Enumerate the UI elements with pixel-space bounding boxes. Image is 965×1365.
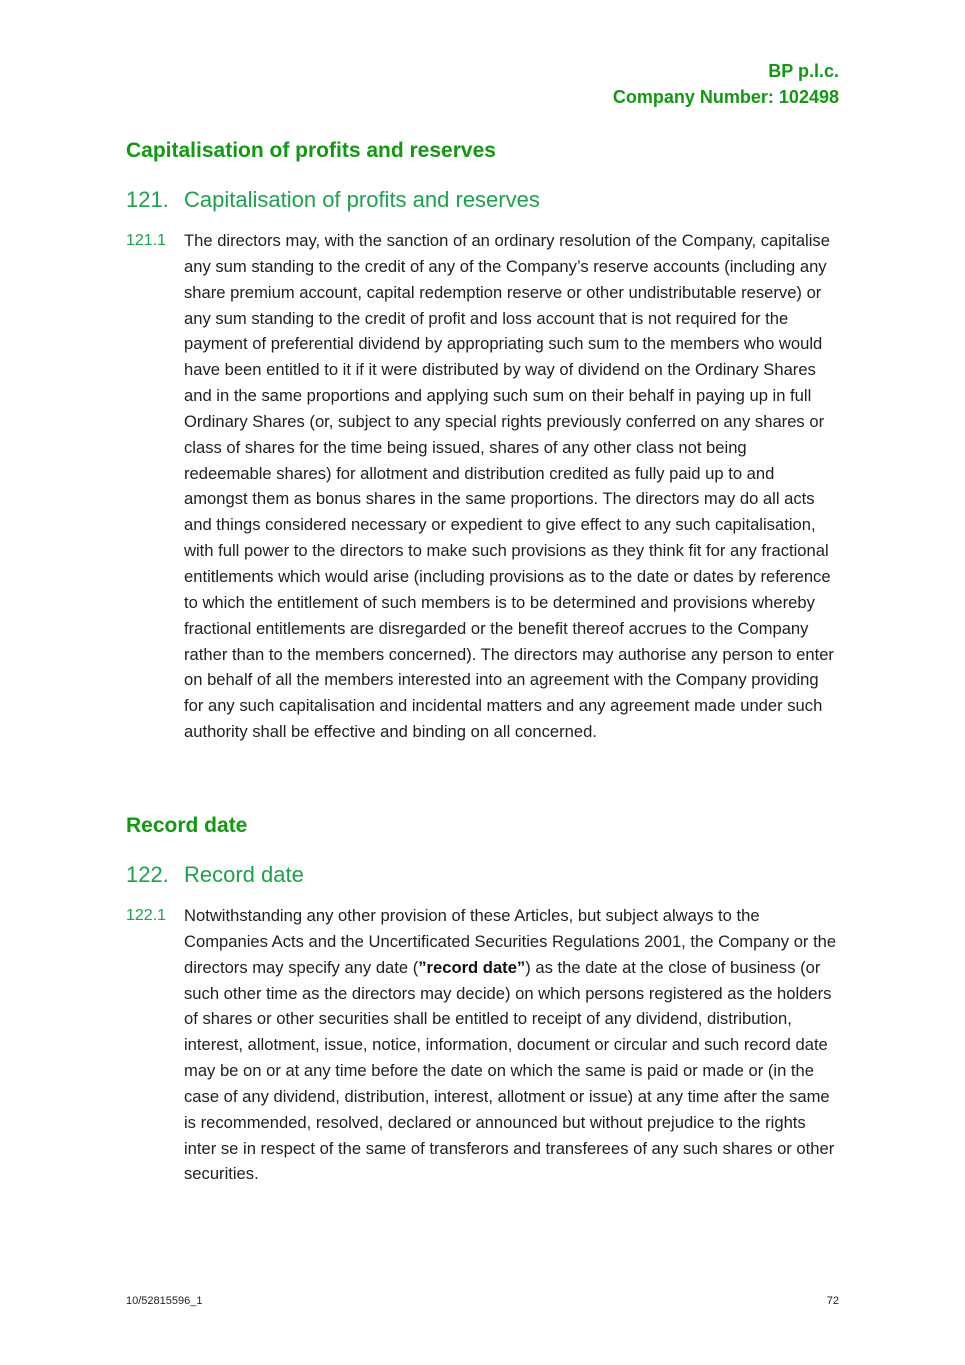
clause-number: 121. <box>126 187 169 212</box>
sub-clause-number: 121.1 <box>126 232 167 249</box>
clause-heading-121 <box>126 185 540 215</box>
clause-122-1 <box>126 903 838 1187</box>
document-reference: 10/52815596_1 <box>126 1295 203 1307</box>
defined-term: ”record date” <box>418 957 526 977</box>
clause-121-1 <box>126 228 838 745</box>
clause-title: Record date <box>184 862 304 887</box>
clause-text <box>184 903 838 1187</box>
sub-clause-number: 122.1 <box>126 907 167 924</box>
company-name: BP p.l.c. <box>768 61 839 81</box>
section-heading-record-date: Record date <box>126 814 248 837</box>
clause-text: The directors may, with the sanction of an ordinary resolution of the Company, capitalise any sum standing to the credit of any of the Company’s reserve accounts (including any share premium account, capital redemption reserve or other undistributable reserve) or any sum standing to the credit of profit and loss account that is not required for the payment of preferential dividend by appropriating such sum to the members who would have been entitled to it if it were distributed by way of dividend on the Ordinary Shares and in the same proportions and applying such sum on their behalf in paying up in full Ordinary Shares (or, subject to any special rights previously conferred on any shares or class of shares for the time being issued, shares of any other class not being redeemable shares) for allotment and distribution credited as fully paid up to and amongst them as bonus shares in the same proportions. The directors may do all acts and things considered necessary or expedient to give effect to any such capitalisation, with full power to the directors to make such provisions as they think fit for any fractional entitlements which would arise (including provisions as to the date or dates by reference to which the entitlement of such members is to be determined and provisions whereby fractional entitlements are disregarded or the benefit thereof accrues to the Company rather than to the members concerned). The directors may authorise any person to enter on behalf of all the members interested into an agreement with the Company providing for any such capitalisation and incidental matters and any agreement made under such authority shall be effective and binding on all concerned. <box>184 231 834 742</box>
section-heading-capitalisation: Capitalisation of profits and reserves <box>126 139 496 162</box>
page-number: 72 <box>826 1295 839 1307</box>
clause-heading-122 <box>126 860 304 890</box>
company-number: Company Number: 102498 <box>612 87 839 107</box>
clause-text-part: ) as the date at the close of business (or such other time as the directors may decide) on which persons registered as the holders of shares or other securities shall be entitled to receipt of any dividend, distribution, interest, allotment, issue, notice, information, document or circular and such record date may be on or at any time before the date on which the same is paid or made or (in the case of any dividend, distribution, interest, allotment or issue) at any time after the same is recommended, resolved, declared or announced but without prejudice to the rights inter se in respect of the same of transferors and transferees of any such shares or other securities. <box>184 957 835 1184</box>
clause-text-part: Notwithstanding any other provision of these Articles, but subject always to the Companies Acts and the Uncertificated Securities Regulations 2001, the Company or the directors may specify any date ( <box>184 906 837 977</box>
clause-number: 122. <box>126 862 169 887</box>
clause-title: Capitalisation of profits and reserves <box>184 187 540 212</box>
page-header <box>613 58 839 110</box>
